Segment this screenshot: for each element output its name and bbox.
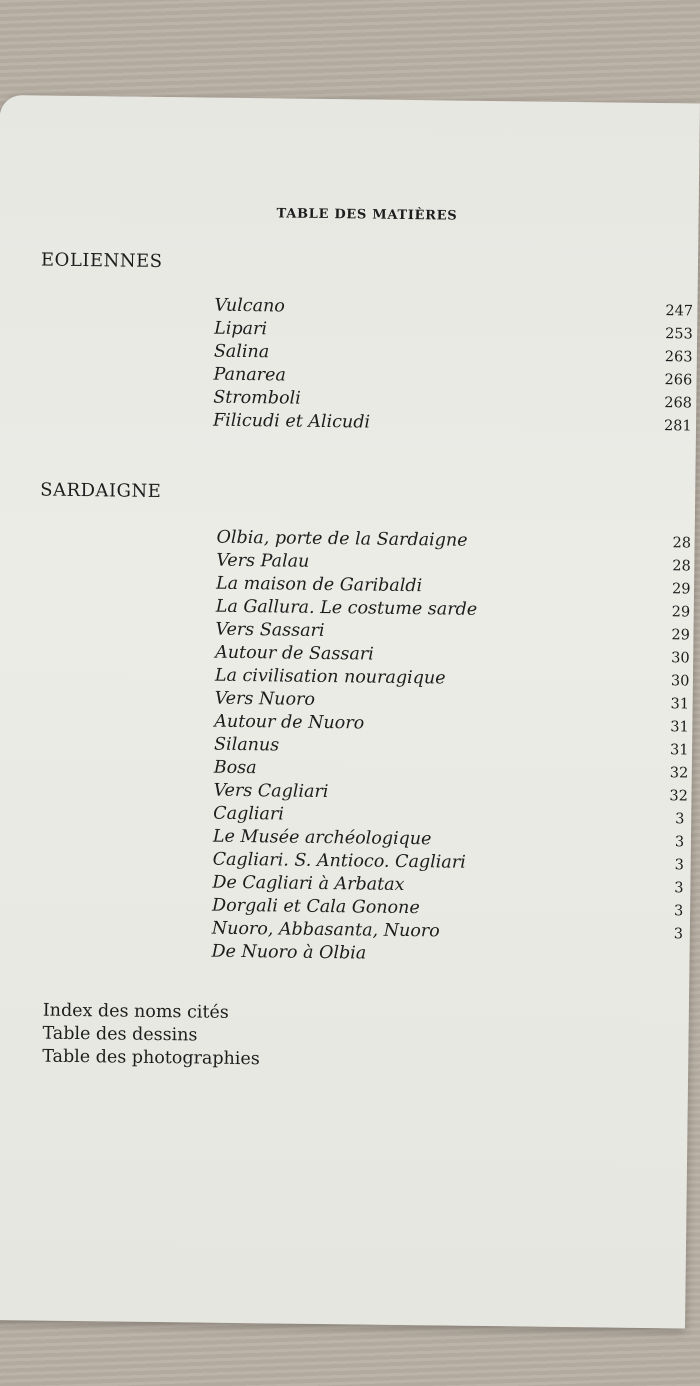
toc-entry: Silanus 31 [213,734,689,759]
toc-entry: Vers Palau 28 [216,550,691,575]
toc-entry: Table des photographies [42,1046,260,1070]
toc-entry: De Nuoro à Olbia [211,941,367,964]
toc-entry: Le Musée archéologique 3 [212,826,685,851]
toc-entry: Index des noms cités [42,1000,229,1023]
book-page [0,95,700,1328]
toc-entry: Table des dessins [42,1023,198,1046]
section-heading-sardaigne: SARDAIGNE [40,479,162,503]
section-heading-eoliennes: EOLIENNES [40,249,163,272]
page-title: TABLE DES MATIÈRES [276,206,458,224]
toc-entry: Cagliari. S. Antioco. Cagliari 3 [212,849,684,874]
eoliennes-entry-list [0,293,698,440]
annex-entry-list [0,1000,689,1078]
toc-entry: Nuoro, Abbasanta, Nuoro 3 [211,918,684,943]
toc-entry: La maison de Garibaldi 29 [215,573,691,598]
toc-entry: Dorgali et Cala Gonone 3 [211,895,684,920]
toc-entry: La Gallura. Le costume sarde 29 [215,596,691,621]
toc-entry: Panarea 266 [213,364,693,389]
toc-entry: Cagliari 3 [213,803,685,828]
toc-entry: De Cagliari à Arbatax 3 [212,872,684,897]
toc-entry: Bosa 32 [213,757,689,782]
sardaigne-entry-list [0,525,695,971]
toc-entry: Lipari 253 [214,318,693,343]
toc-entry: La civilisation nouragique 30 [214,665,690,690]
toc-entry: Autour de Sassari 30 [215,642,690,667]
toc-entry: Vers Nuoro 31 [214,688,690,713]
toc-entry: Vers Sassari 29 [215,619,690,644]
toc-entry: Filicudi et Alicudi 281 [212,410,692,435]
toc-entry: Stromboli 268 [213,387,693,412]
toc-entry: Vulcano 247 [214,295,694,320]
toc-entry: Vers Cagliari 32 [213,780,689,805]
toc-entry: Autour de Nuoro 31 [214,711,689,736]
toc-entry: Salina 263 [213,341,693,366]
toc-entry: Olbia, porte de la Sardaigne 28 [216,527,692,552]
